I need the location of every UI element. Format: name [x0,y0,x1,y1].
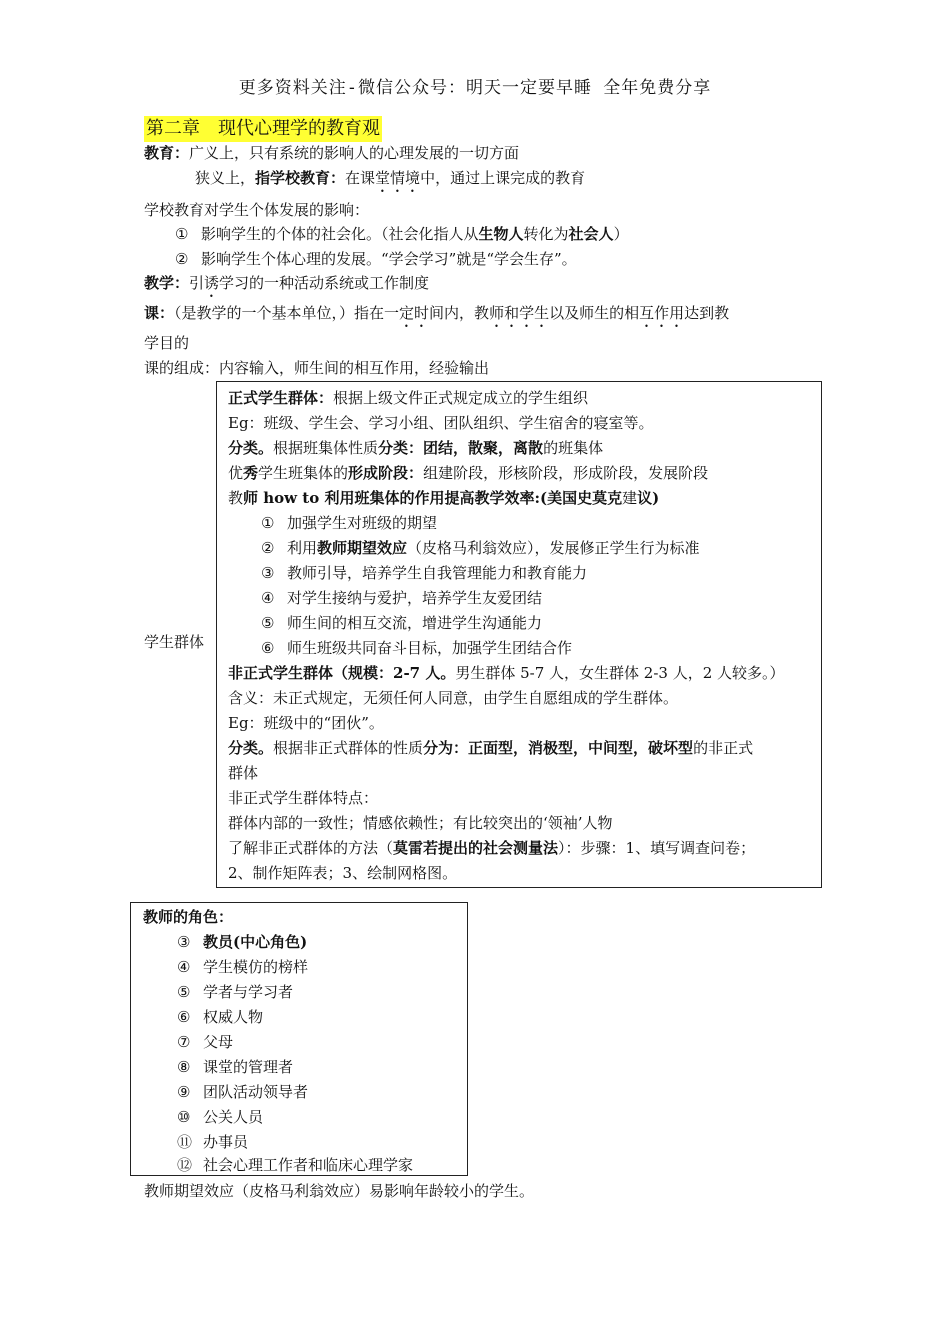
item-number: ⑥ [261,639,275,657]
how-item-5 [261,612,542,634]
bold-term: 莫雷若提出的社会测量法 [393,839,559,857]
teaching-line [144,272,429,301]
bold-term: 师 how to 利用班集体的作用提高教学效率:(美国史莫克 [243,489,623,507]
item-number: ③ [261,564,275,582]
bold-term: 团结，散聚，离散 [423,439,544,457]
bold-term: 教师期望效应 [317,539,408,557]
item-number: ⑨ [177,1083,191,1101]
item-text: （皮格马利翁效应），发展修正学生行为标准 [407,539,700,557]
text: 的班集体 [543,439,604,457]
bold-term: 生物人 [478,225,524,243]
item-text: 学生模仿的榜样 [203,958,309,976]
item-number: ① [261,514,275,532]
education-label: 教育： [144,144,190,162]
teaching-dot: 诱 [204,274,220,292]
lesson-text: 间内，教 [429,304,490,322]
how-item-3 [261,562,587,584]
narrow-text1: 在课 [345,169,376,187]
informal-class-line [228,737,753,759]
formal-eg: Eg：班级、学生会、学习小组、团队组织、学生宿舍的寝室等。 [228,414,654,432]
student-group-box [216,381,822,888]
item-number: ⑫ [177,1156,193,1174]
text: ）：步骤：1、填写调查问卷； [558,839,756,857]
school-influence-title: 学校教育对学生个体发展的影响： [144,201,370,219]
item-text: 转化为 [523,225,569,243]
how-item-6 [261,637,572,659]
informal-feature-title: 非正式学生群体特点： [228,789,379,807]
lesson-label: 课： [144,304,175,322]
item-text: 教员( [203,933,241,951]
lesson-text: 达到教 [684,304,730,322]
item-text: 课堂的管理者 [203,1058,294,1076]
formal-class-line [228,437,603,459]
role-item [177,1131,248,1153]
item-text: ） [613,225,629,243]
narrow-bold: 指学校教育： [255,169,346,187]
school-influence-item-2 [175,248,577,270]
bold-term: 分为： [423,739,469,757]
bold-term: 分类： [378,439,424,457]
text: 学生班集体的 [258,464,349,482]
teaching-label: 教学： [144,274,190,292]
narrow-text2: 中，通过上课完成的教育 [420,169,586,187]
teacher-role-box [130,902,468,1176]
item-text: 公关人员 [203,1108,264,1126]
student-group-label: 学生群体 [144,633,205,651]
lesson-line-2: 学目的 [144,334,190,352]
role-item [177,956,308,978]
role-item-center [177,931,307,953]
formal-def: 根据上级文件正式规定成立的学生组织 [333,389,589,407]
method-line [228,837,755,859]
item-text: 师生间的相互交流，增进学生沟通能力 [287,614,543,632]
item-number: ④ [177,958,191,976]
item-text: 利用 [287,539,318,557]
item-text: 办事员 [203,1133,249,1151]
role-item [177,1154,413,1176]
chapter-title: 第二章 现代心理学的教育观 [144,116,382,142]
text: 了解非正式群体的方法（ [228,839,394,857]
education-narrow-line [195,167,585,196]
how-item-2 [261,537,700,559]
lesson-text: 以及师生的相 [549,304,640,322]
informal-eg: Eg：班级中的“团伙”。 [228,714,384,732]
lesson-dot: 师和学生 [489,304,550,322]
education-broad: 广义上，只有系统的影响人的心理发展的一切方面 [189,144,520,162]
lesson-dot: 互作用 [639,304,685,322]
item-text: 学者与学习者 [203,983,294,1001]
text: 组建阶段，形核阶段，形成阶段，发展阶段 [423,464,709,482]
lesson-composition: 课的组成：内容输入，师生间的相互作用，经验输出 [144,359,490,377]
item-text: 对学生接纳与爱护，培养学生友爱团结 [287,589,543,607]
formal-label: 正式学生群体： [228,389,334,407]
role-item [177,1081,308,1103]
bold-term: 秀 [243,464,259,482]
item-number: ⑤ [261,614,275,632]
text: 优 [228,464,244,482]
informal-size: 男生群体 5-7 人，女生群体 2-3 人，2 人较多。） [455,664,785,682]
lesson-dot: 定时 [399,304,430,322]
item-text: 加强学生对班级的期望 [287,514,438,532]
item-text: 父母 [203,1033,234,1051]
formation-stage-line [228,462,708,484]
method-line-2: 2、制作矩阵表；3、绘制网格图。 [228,864,458,882]
role-item [177,1006,263,1028]
role-title-text: 教师的角色： [143,908,234,926]
how-item-1 [261,512,437,534]
role-item [177,981,293,1003]
role-item [177,1056,293,1078]
text: 根据班集体性质 [273,439,379,457]
item-number: ④ [261,589,275,607]
role-item [177,1031,233,1053]
text: 的非正式 [693,739,754,757]
item-text: 教师引导，培养学生自我管理能力和教育能力 [287,564,588,582]
teacher-role-title [143,906,233,928]
teaching-text: 学习的一种活动系统或工作制度 [219,274,430,292]
informal-class-line-2: 群体 [228,764,259,782]
item-number: ⑪ [177,1133,193,1151]
education-broad-line [144,142,519,164]
text: 建 [622,489,638,507]
item-text: ) [300,933,308,951]
item-number: ② [261,539,275,557]
item-text: 师生班级共同奋斗目标，加强学生团结合作 [287,639,573,657]
school-influence-item-1 [175,223,629,245]
item-text: 团队活动领导者 [203,1083,309,1101]
text: 教 [228,489,244,507]
narrow-prefix: 狭义上， [195,169,256,187]
page-header: 更多资料关注-微信公众号：明天一定要早睡 全年免费分享 [238,78,712,98]
item-number: ⑦ [177,1033,191,1051]
role-item [177,1106,263,1128]
bold-term: 中心角色 [240,933,301,951]
item-number: ① [175,225,189,243]
informal-label: 非正式学生群体（规模：2-7 人。 [228,664,456,682]
how-to-line [228,487,659,509]
bold-term: 社会人 [568,225,614,243]
teaching-text: 引 [189,274,205,292]
bold-term: 正面型，消极型，中间型，破坏型 [468,739,694,757]
formal-group-line [228,387,588,409]
informal-def: 含义：未正式规定，无须任何人同意，由学生自愿组成的学生群体。 [228,689,679,707]
bold-term: 分类。 [228,439,274,457]
text: 根据非正式群体的性质 [273,739,424,757]
item-number: ⑩ [177,1108,191,1126]
narrow-dot: 堂情境 [375,169,421,187]
bold-term: 形成阶段： [348,464,424,482]
lesson-text: （是教学的一个基本单位，）指在一 [174,304,400,322]
item-text: 权威人物 [203,1008,264,1026]
item-number: ② [175,250,189,268]
bold-term: 分类。 [228,739,274,757]
item-number: ⑥ [177,1008,191,1026]
item-number: ⑧ [177,1058,191,1076]
item-number: ③ [177,933,191,951]
item-text: 影响学生的个体的社会化。（社会化指人从 [201,225,479,243]
how-item-4 [261,587,542,609]
bold-term: 议) [637,489,660,507]
footer-note: 教师期望效应（皮格马利翁效应）易影响年龄较小的学生。 [144,1182,535,1200]
item-text: 社会心理工作者和临床心理学家 [203,1156,414,1174]
informal-group-line [228,662,785,684]
lesson-line [144,302,729,331]
item-text: 影响学生个体心理的发展。“学会学习”就是“学会生存”。 [201,250,577,268]
item-number: ⑤ [177,983,191,1001]
informal-feature-text: 群体内部的一致性；情感依赖性；有比较突出的‘领袖’人物 [228,814,613,832]
